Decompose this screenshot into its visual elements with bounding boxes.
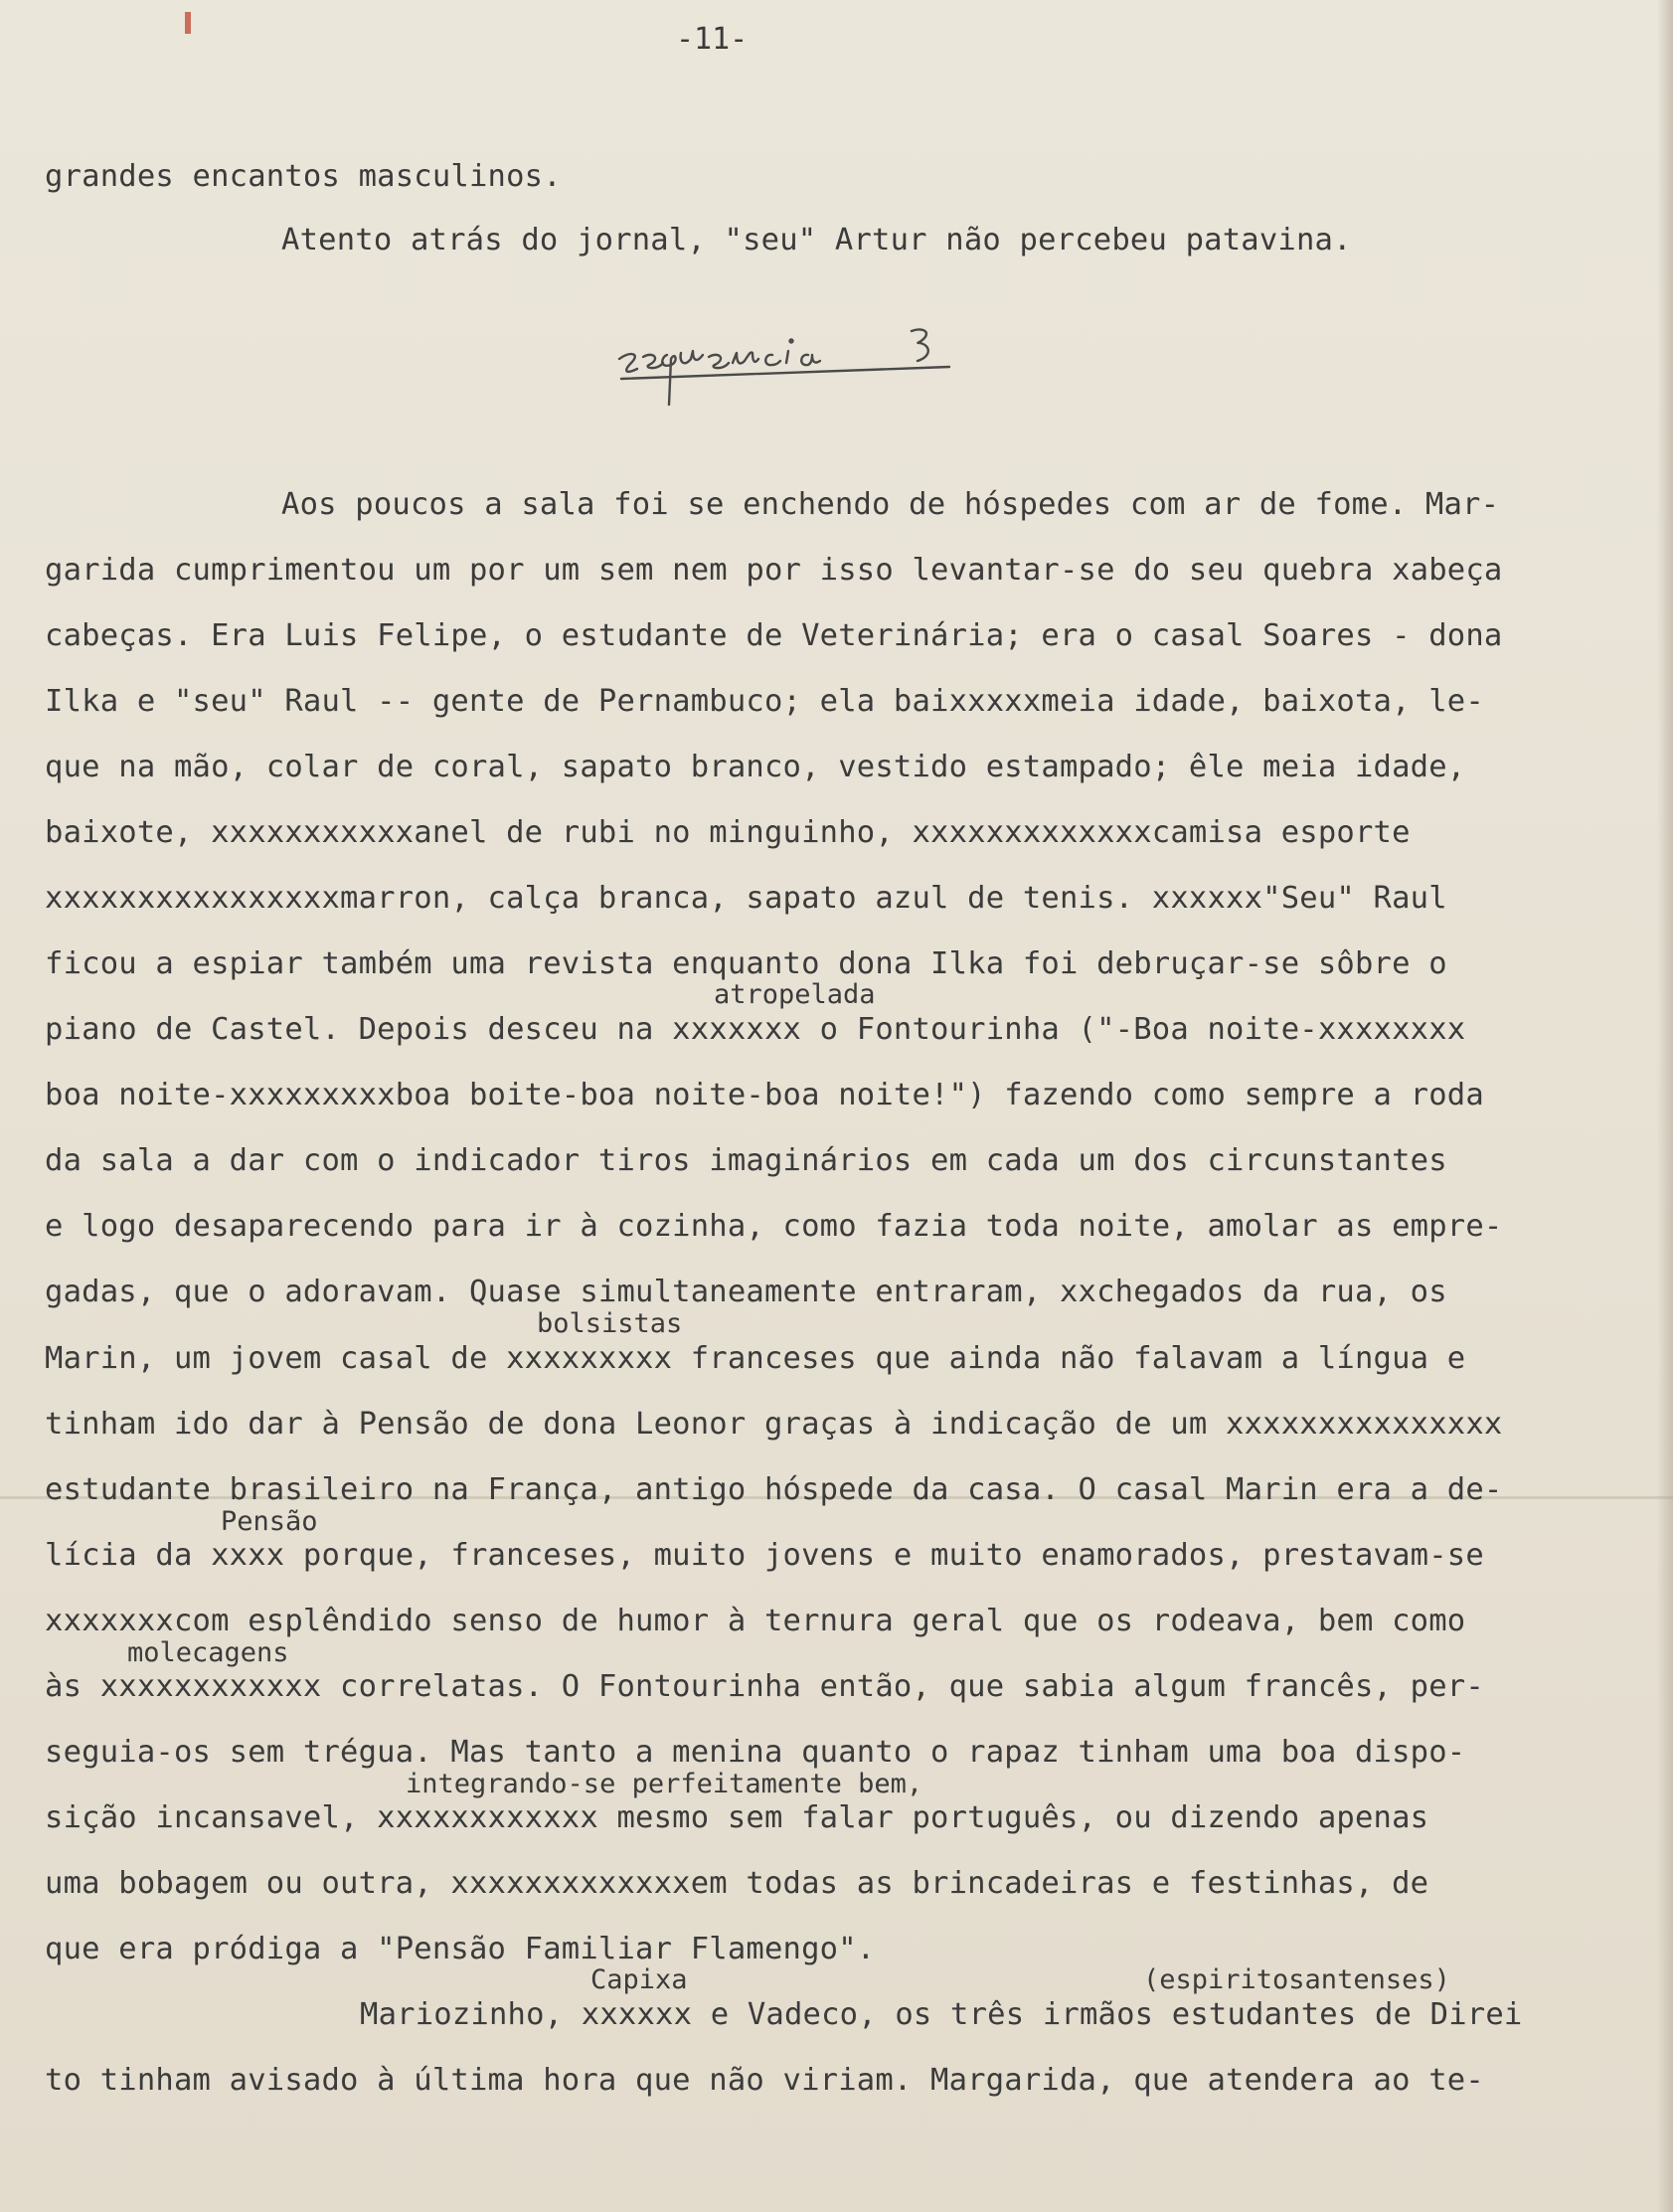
text-line: Aos poucos a sala foi se enchendo de hóspedes com ar de fome. Mar- (281, 487, 1500, 522)
text-line: xxxxxxxxxxxxxxxxmarron, calça branca, sapato azul de tenis. xxxxxx"Seu" Raul (45, 881, 1447, 916)
handwritten-insertion: integrando-se perfeitamente bem, (406, 1769, 923, 1799)
text-line: seguia-os sem trégua. Mas tanto a menina quanto o rapaz tinham uma boa dispo- (45, 1735, 1466, 1770)
text-line: uma bobagem ou outra, xxxxxxxxxxxxxem todas as brincadeiras e festinhas, de (45, 1866, 1429, 1901)
text-line: da sala a dar com o indicador tiros imaginários em cada um dos circunstantes (45, 1143, 1447, 1178)
text-line: às xxxxxxxxxxxx correlatas. O Fontourinha então, que sabia algum francês, per- (45, 1669, 1484, 1704)
page-edge-shadow (1657, 0, 1673, 2212)
handwritten-insertion: molecagens (127, 1637, 289, 1668)
text-line: lícia da xxxx porque, franceses, muito jovens e muito enamorados, prestavam-se (45, 1538, 1484, 1573)
text-line: que era pródiga a "Pensão Familiar Flamengo". (45, 1932, 876, 1966)
text-line: Ilka e "seu" Raul -- gente de Pernambuco; ela baixxxxxmeia idade, baixota, le- (45, 684, 1484, 719)
handwritten-insertion: Capixa (590, 1964, 688, 1995)
page-number: -11- (676, 22, 749, 57)
text-line: boa noite-xxxxxxxxxboa boite-boa noite-boa noite!") fazendo como sempre a roda (45, 1078, 1484, 1112)
text-line: sição incansavel, xxxxxxxxxxxx mesmo sem falar português, ou dizendo apenas (45, 1800, 1429, 1835)
handwritten-insertion: Pensão (221, 1506, 318, 1537)
text-line: cabeças. Era Luis Felipe, o estudante de Veterinária; era o casal Soares - dona (45, 618, 1503, 653)
text-line: tinham ido dar à Pensão de dona Leonor graças à indicação de um xxxxxxxxxxxxxxx (45, 1407, 1503, 1442)
red-ink-mark (185, 12, 191, 34)
handwritten-insertion: atropelada (714, 979, 876, 1010)
text-line: Atento atrás do jornal, "seu" Artur não percebeu patavina. (281, 223, 1352, 257)
text-line: baixote, xxxxxxxxxxxanel de rubi no minguinho, xxxxxxxxxxxxxcamisa esporte (45, 815, 1411, 850)
handwritten-insertion: (espiritosantenses) (1143, 1964, 1450, 1995)
text-line: gadas, que o adoravam. Quase simultaneamente entraram, xxchegados da rua, os (45, 1275, 1447, 1309)
text-line: Marin, um jovem casal de xxxxxxxxx franceses que ainda não falavam a língua e (45, 1341, 1466, 1376)
text-line: Mariozinho, xxxxxx e Vadeco, os três irmãos estudantes de Direi (360, 1997, 1523, 2032)
text-line: e logo desaparecendo para ir à cozinha, como fazia toda noite, amolar as empre- (45, 1209, 1503, 1244)
text-line: garida cumprimentou um por um sem nem por isso levantar-se do seu quebra xabeça (45, 553, 1503, 588)
text-line: xxxxxxxcom esplêndido senso de humor à ternura geral que os rodeava, bem como (45, 1604, 1466, 1638)
handwritten-insertion: bolsistas (537, 1308, 683, 1339)
text-line: estudante brasileiro na França, antigo hóspede da casa. O casal Marin era a de- (45, 1472, 1503, 1507)
text-line: grandes encantos masculinos. (45, 159, 562, 194)
text-line: que na mão, colar de coral, sapato branco, vestido estampado; êle meia idade, (45, 750, 1466, 784)
text-line: to tinham avisado à última hora que não viriam. Margarida, que atendera ao te- (45, 2063, 1484, 2098)
text-line: ficou a espiar também uma revista enquanto dona Ilka foi debruçar-se sôbre o (45, 946, 1447, 981)
handwritten-heading (611, 323, 999, 413)
text-line: piano de Castel. Depois desceu na xxxxxxx o Fontourinha ("-Boa noite-xxxxxxxx (45, 1012, 1466, 1047)
